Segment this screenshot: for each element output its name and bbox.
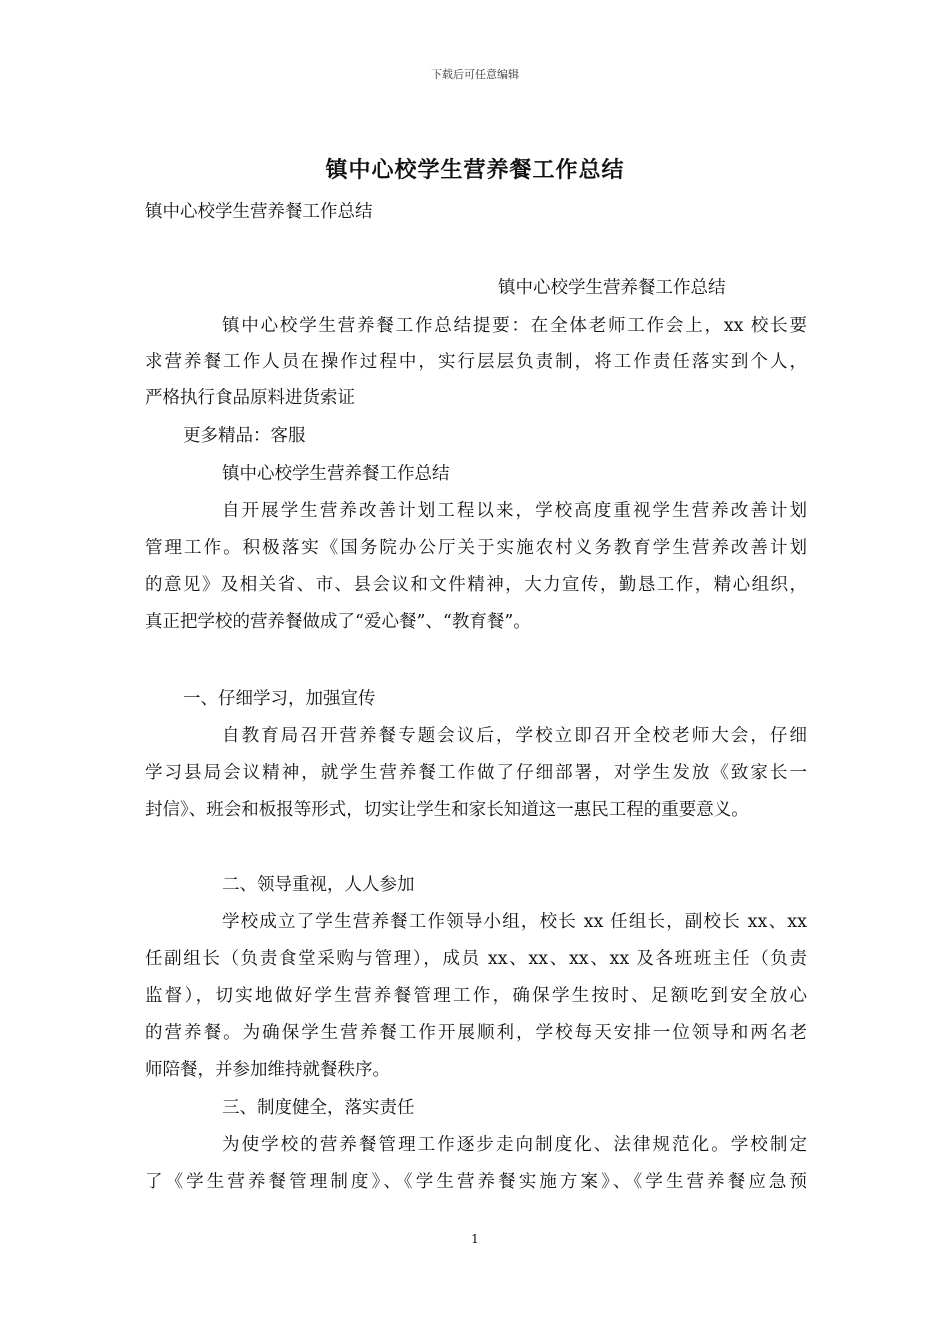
section1-line-1: 自教育局召开营养餐专题会议后，学校立即召开全校老师大会，仔细 [222, 726, 807, 746]
section3-line-2: 了《学生营养餐管理制度》、《学生营养餐实施方案》、《学生营养餐应急预 [145, 1172, 807, 1192]
section2-line-5: 师陪餐，并参加维持就餐秩序。 [145, 1060, 390, 1080]
section2-line-4: 的营养餐。为确保学生营养餐工作开展顺利，学校每天安排一位领导和两名老 [145, 1023, 807, 1043]
page-title: 镇中心校学生营养餐工作总结 [325, 158, 625, 183]
subtitle-right: 镇中心校学生营养餐工作总结 [498, 278, 726, 298]
summary-line-3: 严格执行食品原料进货索证 [145, 388, 355, 408]
section1-line-3: 封信》、班会和板报等形式，切实让学生和家长知道这一惠民工程的重要意义。 [145, 800, 749, 820]
section2-line-2: 任副组长（负责食堂采购与管理），成员 xx、xx、xx、xx 及各班班主任（负责 [145, 949, 807, 969]
section2-line-1: 学校成立了学生营养餐工作领导小组，校长 xx 任组长，副校长 xx、xx [222, 912, 807, 932]
header-note: 下载后可任意编辑 [431, 68, 519, 81]
heading-repeat: 镇中心校学生营养餐工作总结 [222, 464, 450, 484]
section1-heading: 一、仔细学习，加强宣传 [183, 689, 376, 709]
summary-line-1: 镇中心校学生营养餐工作总结提要：在全体老师工作会上，xx 校长要 [222, 316, 807, 336]
section3-heading: 三、制度健全，落实责任 [222, 1098, 415, 1118]
page-number: 1 [471, 1232, 479, 1246]
summary-line-2: 求营养餐工作人员在操作过程中，实行层层负责制，将工作责任落实到个人， [145, 352, 807, 372]
more-link-text: 更多精品：客服 [183, 426, 306, 446]
intro-line-3: 的意见》及相关省、市、县会议和文件精神，大力宣传，勤恳工作，精心组织， [145, 575, 807, 595]
subtitle-left: 镇中心校学生营养餐工作总结 [145, 202, 373, 222]
intro-line-1: 自开展学生营养改善计划工程以来，学校高度重视学生营养改善计划 [222, 501, 807, 521]
section2-heading: 二、领导重视，人人参加 [222, 875, 415, 895]
intro-line-4: 真正把学校的营养餐做成了“爱心餐”、“教育餐”。 [145, 612, 531, 632]
section1-line-2: 学习县局会议精神，就学生营养餐工作做了仔细部署，对学生发放《致家长一 [145, 763, 807, 783]
intro-line-2: 管理工作。积极落实《国务院办公厅关于实施农村义务教育学生营养改善计划 [145, 538, 807, 558]
section3-line-1: 为使学校的营养餐管理工作逐步走向制度化、法律规范化。学校制定 [222, 1135, 807, 1155]
section2-line-3: 监督），切实地做好学生营养餐管理工作，确保学生按时、足额吃到安全放心 [145, 986, 807, 1006]
